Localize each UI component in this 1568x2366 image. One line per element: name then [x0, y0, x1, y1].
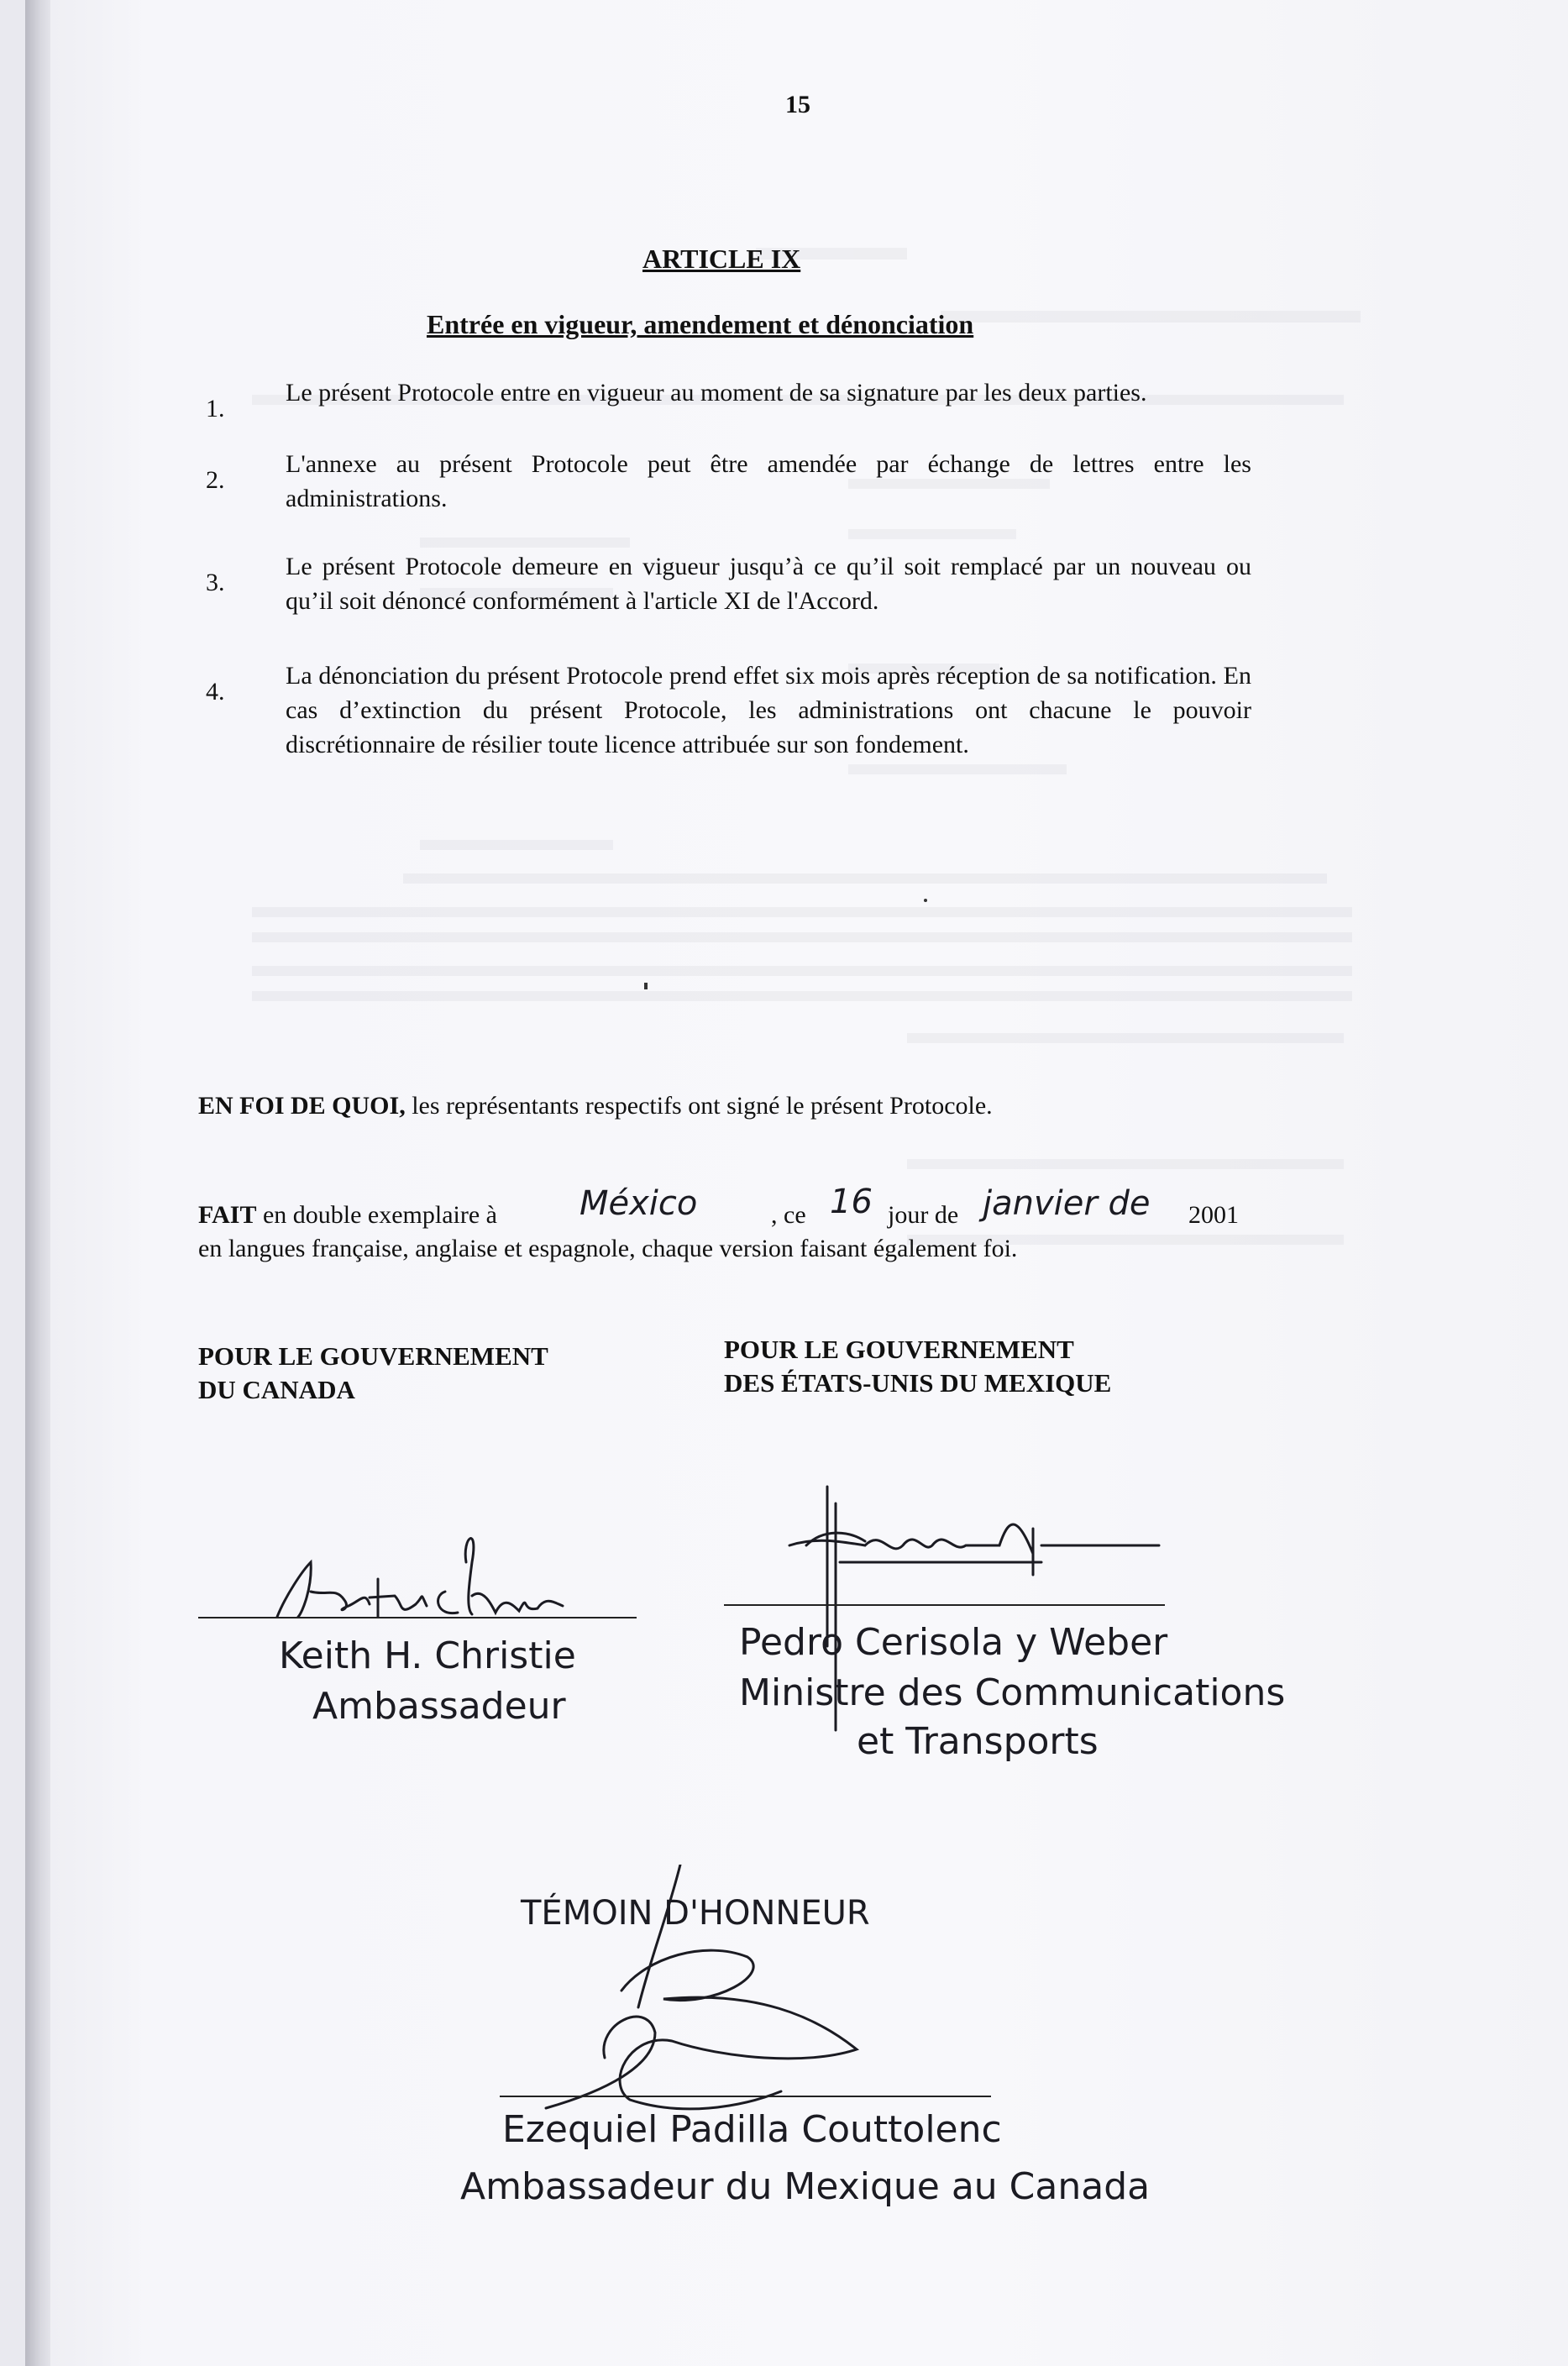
- clause-text: L'annexe au présent Protocole peut être amendée par échange de lettres entre les administrations.: [286, 450, 1251, 512]
- done-at-prefix: en double exemplaire à: [256, 1201, 497, 1229]
- handwritten-month: janvier de: [983, 1184, 1151, 1223]
- gov-mexico-line1: POUR LE GOUVERNEMENT: [724, 1335, 1074, 1364]
- page-binding-edge: [25, 0, 50, 2366]
- gov-mexico-heading: [724, 1333, 1111, 1400]
- clause-number: 1.: [206, 395, 225, 422]
- ink-speck: [644, 983, 648, 989]
- page-number: 15: [785, 91, 810, 118]
- in-witness-lead: EN FOI DE QUOI,: [198, 1092, 406, 1120]
- witness-label: TÉMOIN D'HONNEUR: [521, 1894, 870, 1933]
- clause-text: Le présent Protocole demeure en vigueur jusqu’à ce qu’il soit remplacé par un nouveau ou qu’il soit dénoncé conformément à l'article XI de l'Accord.: [286, 553, 1251, 615]
- signature-line-mexico: [724, 1604, 1165, 1606]
- done-at-line: [198, 1201, 497, 1230]
- article-subtitle: Entrée en vigueur, amendement et dénonciation: [427, 309, 974, 339]
- article-title: ARTICLE IX: [642, 244, 801, 274]
- handwritten-day: 16: [830, 1183, 873, 1221]
- in-witness-statement: [198, 1092, 993, 1120]
- clause-number: 4.: [206, 678, 225, 706]
- done-at-lead: FAIT: [198, 1201, 257, 1229]
- in-witness-rest: les représentants respectifs ont signé le présent Protocole.: [405, 1092, 993, 1120]
- done-at-jour-de: jour de: [888, 1201, 959, 1229]
- gov-mexico-line2: DES ÉTATS-UNIS DU MEXIQUE: [724, 1368, 1112, 1398]
- gov-canada-line1: POUR LE GOUVERNEMENT: [198, 1341, 548, 1371]
- clause-text: La dénonciation du présent Protocole prend effet six mois après réception de sa notification. En cas d’extinction du présent Protocole, les administrations ont chacune le pouvoir discrétionnaire de résilier toute licence attribuée sur son fondement.: [286, 662, 1251, 758]
- signature-line-witness: [500, 2096, 991, 2097]
- ink-speck: [924, 899, 927, 902]
- gov-canada-heading: [198, 1340, 548, 1407]
- done-at-ce: , ce: [771, 1201, 806, 1229]
- gov-canada-line2: DU CANADA: [198, 1375, 355, 1404]
- clause-number: 3.: [206, 569, 225, 596]
- clause-text: Le présent Protocole entre en vigueur au moment de sa signature par les deux parties.: [286, 379, 1147, 407]
- signer-canada-name: Keith H. Christie: [279, 1634, 576, 1677]
- languages-line: en langues française, anglaise et espagnole, chaque version faisant également foi.: [198, 1235, 1018, 1262]
- done-at-year: 2001: [1188, 1201, 1239, 1229]
- signer-mexico-title1: Ministre des Communications: [739, 1671, 1286, 1714]
- signer-canada-title: Ambassadeur: [312, 1685, 566, 1728]
- clause-number: 2.: [206, 466, 225, 494]
- witness-title: Ambassadeur du Mexique au Canada: [460, 2165, 1151, 2208]
- witness-name: Ezequiel Padilla Couttolenc: [502, 2108, 1002, 2151]
- signer-mexico-name: Pedro Cerisola y Weber: [739, 1621, 1168, 1664]
- handwritten-place: México: [579, 1184, 698, 1223]
- signature-line-canada: [198, 1617, 637, 1618]
- signature-witness: [504, 1865, 890, 2142]
- signer-mexico-title2: et Transports: [857, 1720, 1099, 1763]
- signature-keith-christie: [252, 1512, 621, 1629]
